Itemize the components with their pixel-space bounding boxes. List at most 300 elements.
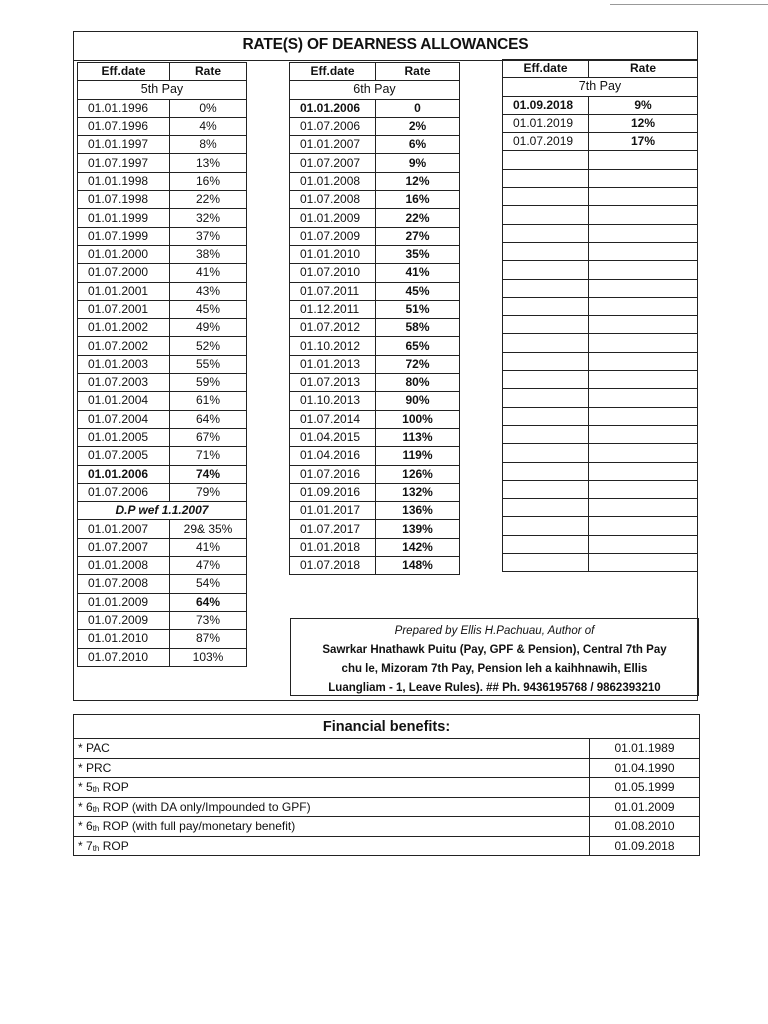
benefit-label	[74, 758, 590, 778]
rate-cell: 45%	[170, 300, 247, 318]
benefit-date: 01.05.1999	[590, 778, 700, 798]
rate-cell: 8%	[170, 136, 247, 154]
table-row	[290, 557, 460, 575]
header-eff-date: Eff.date	[290, 63, 376, 81]
rate-cell	[589, 462, 698, 480]
list-item	[74, 739, 700, 759]
rate-cell: 80%	[376, 374, 460, 392]
eff-date-cell	[503, 261, 589, 279]
benefit-label	[74, 817, 590, 837]
rate-cell: 148%	[376, 557, 460, 575]
table-6th-pay	[289, 62, 460, 575]
table-row	[78, 245, 247, 263]
dp-label: D.P wef 1.1.2007	[78, 502, 247, 520]
table-row	[290, 136, 460, 154]
rate-cell: 6%	[376, 136, 460, 154]
table-row	[78, 337, 247, 355]
table-row	[290, 483, 460, 501]
table-row	[290, 319, 460, 337]
rate-cell: 16%	[376, 191, 460, 209]
table-row	[78, 154, 247, 172]
eff-date-cell	[503, 169, 589, 187]
rate-cell: 139%	[376, 520, 460, 538]
table-row	[78, 264, 247, 282]
empty-row	[503, 407, 698, 425]
rate-cell	[589, 480, 698, 498]
prepared-by-line: Prepared by Ellis H.Pachuau, Author of	[394, 625, 595, 637]
empty-row	[503, 517, 698, 535]
table-row	[290, 209, 460, 227]
eff-date-cell: 01.07.2007	[290, 154, 376, 172]
rate-cell: 51%	[376, 300, 460, 318]
table-row	[290, 538, 460, 556]
table-row	[290, 99, 460, 117]
eff-date-cell: 01.01.2010	[290, 245, 376, 263]
eff-date-cell: 01.01.2006	[78, 465, 170, 483]
prepared-by-box	[290, 618, 699, 696]
rate-cell: 13%	[170, 154, 247, 172]
table-row	[78, 648, 247, 666]
benefit-prefix: * 5	[78, 780, 93, 795]
rate-cell: 0%	[170, 99, 247, 117]
section-label-7th-pay: 7th Pay	[503, 78, 698, 96]
eff-date-cell	[503, 425, 589, 443]
eff-date-cell	[503, 316, 589, 334]
top-rule	[610, 4, 768, 5]
eff-date-cell: 01.07.2000	[78, 264, 170, 282]
table-row	[290, 355, 460, 373]
list-item	[74, 778, 700, 798]
rate-cell: 35%	[376, 245, 460, 263]
rate-cell	[589, 535, 698, 553]
table-row	[78, 117, 247, 135]
table-row	[290, 520, 460, 538]
empty-row	[503, 279, 698, 297]
table-row	[290, 300, 460, 318]
eff-date-cell: 01.01.2002	[78, 319, 170, 337]
rate-cell: 73%	[170, 611, 247, 629]
eff-date-cell: 01.01.2009	[78, 593, 170, 611]
financial-benefits-table	[73, 714, 700, 856]
empty-row	[503, 480, 698, 498]
eff-date-cell: 01.07.2014	[290, 410, 376, 428]
eff-date-cell: 01.07.2009	[290, 227, 376, 245]
rate-cell	[589, 554, 698, 572]
eff-date-cell: 01.07.2001	[78, 300, 170, 318]
eff-date-cell: 01.07.2002	[78, 337, 170, 355]
table-row	[78, 191, 247, 209]
table-row	[290, 264, 460, 282]
table-row	[503, 133, 698, 151]
rate-cell	[589, 371, 698, 389]
header-eff-date: Eff.date	[78, 63, 170, 81]
table-row	[290, 282, 460, 300]
eff-date-cell: 01.12.2011	[290, 300, 376, 318]
rate-cell: 79%	[170, 483, 247, 501]
eff-date-cell: 01.07.2006	[290, 117, 376, 135]
table-row	[290, 154, 460, 172]
rate-cell: 71%	[170, 447, 247, 465]
table-row	[78, 557, 247, 575]
rate-cell: 47%	[170, 557, 247, 575]
rate-cell: 72%	[376, 355, 460, 373]
rate-cell: 126%	[376, 465, 460, 483]
eff-date-cell	[503, 462, 589, 480]
eff-date-cell: 01.07.2004	[78, 410, 170, 428]
table-row	[78, 300, 247, 318]
eff-date-cell	[503, 151, 589, 169]
rate-cell: 38%	[170, 245, 247, 263]
table-row	[290, 465, 460, 483]
eff-date-cell: 01.07.2010	[290, 264, 376, 282]
eff-date-cell: 01.07.2008	[290, 191, 376, 209]
eff-date-cell: 01.07.2019	[503, 133, 589, 151]
rate-cell	[589, 517, 698, 535]
table-row	[290, 410, 460, 428]
table-row	[290, 502, 460, 520]
eff-date-cell: 01.01.1999	[78, 209, 170, 227]
table-row	[78, 227, 247, 245]
header-eff-date: Eff.date	[503, 60, 589, 78]
author-works-line-2: chu le, Mizoram 7th Pay, Pension leh a kaihhnawih, Ellis	[341, 663, 648, 675]
rate-cell: 2%	[376, 117, 460, 135]
table-row	[78, 282, 247, 300]
rate-cell: 17%	[589, 133, 698, 151]
eff-date-cell: 01.01.2007	[290, 136, 376, 154]
table-row	[78, 374, 247, 392]
eff-date-cell: 01.01.2007	[78, 520, 170, 538]
rate-cell: 61%	[170, 392, 247, 410]
list-item	[74, 797, 700, 817]
benefit-ordinal: th	[92, 804, 100, 814]
table-5th-pay	[77, 62, 247, 667]
benefit-ordinal: th	[92, 843, 100, 853]
rate-cell	[589, 334, 698, 352]
rate-cell: 136%	[376, 502, 460, 520]
eff-date-cell	[503, 297, 589, 315]
rate-cell: 119%	[376, 447, 460, 465]
eff-date-cell	[503, 499, 589, 517]
section-label-5th-pay: 5th Pay	[78, 81, 247, 99]
rate-cell: 37%	[170, 227, 247, 245]
rate-cell	[589, 297, 698, 315]
benefit-date: 01.08.2010	[590, 817, 700, 837]
rate-cell: 90%	[376, 392, 460, 410]
eff-date-cell: 01.07.1997	[78, 154, 170, 172]
eff-date-cell: 01.10.2012	[290, 337, 376, 355]
rate-cell	[589, 151, 698, 169]
table-row	[78, 575, 247, 593]
empty-row	[503, 224, 698, 242]
eff-date-cell: 01.01.2000	[78, 245, 170, 263]
table-row	[290, 245, 460, 263]
empty-row	[503, 334, 698, 352]
eff-date-cell	[503, 407, 589, 425]
table-row	[290, 392, 460, 410]
rate-cell: 65%	[376, 337, 460, 355]
rate-cell: 100%	[376, 410, 460, 428]
eff-date-cell: 01.10.2013	[290, 392, 376, 410]
rate-cell: 4%	[170, 117, 247, 135]
empty-row	[503, 151, 698, 169]
eff-date-cell	[503, 206, 589, 224]
rate-cell	[589, 352, 698, 370]
rate-cell: 67%	[170, 428, 247, 446]
rate-cell: 12%	[376, 172, 460, 190]
benefit-date: 01.01.1989	[590, 739, 700, 759]
eff-date-cell	[503, 334, 589, 352]
eff-date-cell: 01.07.2007	[78, 538, 170, 556]
rate-cell	[589, 389, 698, 407]
table-row	[78, 319, 247, 337]
eff-date-cell: 01.07.2005	[78, 447, 170, 465]
eff-date-cell: 01.01.2005	[78, 428, 170, 446]
header-rate: Rate	[170, 63, 247, 81]
benefit-date: 01.09.2018	[590, 836, 700, 856]
eff-date-cell: 01.01.2004	[78, 392, 170, 410]
empty-row	[503, 242, 698, 260]
empty-row	[503, 554, 698, 572]
eff-date-cell: 01.09.2016	[290, 483, 376, 501]
eff-date-cell: 01.07.2011	[290, 282, 376, 300]
eff-date-cell	[503, 444, 589, 462]
rate-cell	[589, 279, 698, 297]
benefit-ordinal: th	[92, 824, 100, 834]
table-row	[503, 114, 698, 132]
rate-cell	[589, 169, 698, 187]
table-row	[78, 465, 247, 483]
eff-date-cell: 01.07.2008	[78, 575, 170, 593]
eff-date-cell: 01.09.2018	[503, 96, 589, 114]
rate-cell: 52%	[170, 337, 247, 355]
eff-date-cell	[503, 224, 589, 242]
list-item	[74, 758, 700, 778]
eff-date-cell: 01.07.2017	[290, 520, 376, 538]
empty-row	[503, 261, 698, 279]
rate-cell: 43%	[170, 282, 247, 300]
table-row	[78, 428, 247, 446]
page-title: RATE(S) OF DEARNESS ALLOWANCES	[242, 36, 529, 53]
benefit-prefix: * PAC	[78, 741, 110, 756]
eff-date-cell: 01.01.2019	[503, 114, 589, 132]
table-row	[290, 428, 460, 446]
eff-date-cell: 01.01.2018	[290, 538, 376, 556]
table-row	[78, 136, 247, 154]
rate-cell: 0	[376, 99, 460, 117]
list-item	[74, 836, 700, 856]
table-7th-pay	[502, 59, 698, 572]
eff-date-cell	[503, 389, 589, 407]
table-row	[78, 172, 247, 190]
table-row	[78, 630, 247, 648]
rate-cell: 87%	[170, 630, 247, 648]
eff-date-cell: 01.01.2006	[290, 99, 376, 117]
rate-cell: 64%	[170, 410, 247, 428]
dp-row	[78, 502, 247, 520]
eff-date-cell: 01.01.1996	[78, 99, 170, 117]
eff-date-cell: 01.01.2013	[290, 355, 376, 373]
table-row	[78, 99, 247, 117]
table-row	[78, 410, 247, 428]
author-works-line-1: Sawrkar Hnathawk Puitu (Pay, GPF & Pension), Central 7th Pay	[322, 644, 667, 656]
rate-cell: 41%	[170, 538, 247, 556]
benefit-date: 01.04.1990	[590, 758, 700, 778]
eff-date-cell	[503, 480, 589, 498]
rate-cell: 41%	[376, 264, 460, 282]
rate-cell: 22%	[376, 209, 460, 227]
empty-row	[503, 371, 698, 389]
eff-date-cell: 01.07.2012	[290, 319, 376, 337]
table-row	[78, 355, 247, 373]
financial-benefits-title: Financial benefits:	[74, 715, 700, 739]
rate-cell	[589, 425, 698, 443]
table-row	[290, 227, 460, 245]
eff-date-cell: 01.07.1998	[78, 191, 170, 209]
benefit-prefix: * 6	[78, 819, 93, 834]
empty-row	[503, 389, 698, 407]
benefit-ordinal: th	[92, 785, 100, 795]
benefit-date: 01.01.2009	[590, 797, 700, 817]
eff-date-cell	[503, 371, 589, 389]
eff-date-cell: 01.07.2010	[78, 648, 170, 666]
rate-cell: 49%	[170, 319, 247, 337]
eff-date-cell: 01.01.1998	[78, 172, 170, 190]
rate-cell: 54%	[170, 575, 247, 593]
benefit-label	[74, 778, 590, 798]
empty-row	[503, 444, 698, 462]
empty-row	[503, 297, 698, 315]
eff-date-cell: 01.01.2009	[290, 209, 376, 227]
benefit-prefix: * 6	[78, 799, 93, 814]
table-row	[78, 593, 247, 611]
rate-cell: 55%	[170, 355, 247, 373]
table-row	[78, 392, 247, 410]
table-row	[290, 117, 460, 135]
empty-row	[503, 535, 698, 553]
eff-date-cell	[503, 242, 589, 260]
rate-cell	[589, 316, 698, 334]
table-row	[78, 209, 247, 227]
eff-date-cell: 01.01.2008	[290, 172, 376, 190]
eff-date-cell: 01.04.2015	[290, 428, 376, 446]
empty-row	[503, 206, 698, 224]
benefit-text: ROP	[99, 780, 129, 795]
eff-date-cell: 01.04.2016	[290, 447, 376, 465]
eff-date-cell: 01.01.1997	[78, 136, 170, 154]
rate-cell: 64%	[170, 593, 247, 611]
rate-cell: 9%	[376, 154, 460, 172]
benefit-prefix: * 7	[78, 838, 93, 853]
empty-row	[503, 499, 698, 517]
eff-date-cell: 01.01.2001	[78, 282, 170, 300]
author-works-line-3: Luangliam - 1, Leave Rules). ## Ph. 9436195768 / 9862393210	[328, 682, 661, 694]
eff-date-cell: 01.01.2017	[290, 502, 376, 520]
section-label-6th-pay: 6th Pay	[290, 81, 460, 99]
benefit-text: ROP (with full pay/monetary benefit)	[99, 819, 296, 834]
rate-cell	[589, 407, 698, 425]
eff-date-cell	[503, 352, 589, 370]
eff-date-cell	[503, 188, 589, 206]
header-rate: Rate	[376, 63, 460, 81]
rate-cell: 29& 35%	[170, 520, 247, 538]
rate-cell: 74%	[170, 465, 247, 483]
rate-cell: 9%	[589, 96, 698, 114]
eff-date-cell	[503, 535, 589, 553]
eff-date-cell: 01.07.2006	[78, 483, 170, 501]
rate-cell	[589, 224, 698, 242]
rate-cell	[589, 444, 698, 462]
rate-cell: 59%	[170, 374, 247, 392]
empty-row	[503, 188, 698, 206]
rate-cell	[589, 206, 698, 224]
eff-date-cell	[503, 554, 589, 572]
eff-date-cell: 01.01.2010	[78, 630, 170, 648]
rate-cell: 32%	[170, 209, 247, 227]
empty-row	[503, 425, 698, 443]
table-row	[290, 447, 460, 465]
table-row	[290, 374, 460, 392]
table-row	[78, 520, 247, 538]
benefit-prefix: * PRC	[78, 760, 112, 775]
eff-date-cell: 01.07.2016	[290, 465, 376, 483]
eff-date-cell: 01.07.2009	[78, 611, 170, 629]
rate-cell: 132%	[376, 483, 460, 501]
header-rate: Rate	[589, 60, 698, 78]
eff-date-cell: 01.01.2003	[78, 355, 170, 373]
rate-cell: 58%	[376, 319, 460, 337]
rate-cell: 22%	[170, 191, 247, 209]
empty-row	[503, 462, 698, 480]
rate-cell: 103%	[170, 648, 247, 666]
eff-date-cell: 01.07.1999	[78, 227, 170, 245]
benefit-text: ROP (with DA only/Impounded to GPF)	[99, 799, 311, 814]
benefit-text: ROP	[99, 838, 129, 853]
rate-cell	[589, 261, 698, 279]
table-row	[78, 538, 247, 556]
benefit-label	[74, 739, 590, 759]
rate-cell: 113%	[376, 428, 460, 446]
empty-row	[503, 169, 698, 187]
list-item	[74, 817, 700, 837]
rate-cell	[589, 188, 698, 206]
eff-date-cell: 01.01.2008	[78, 557, 170, 575]
eff-date-cell	[503, 279, 589, 297]
eff-date-cell: 01.07.1996	[78, 117, 170, 135]
rate-cell: 142%	[376, 538, 460, 556]
rate-cell: 45%	[376, 282, 460, 300]
table-row	[290, 172, 460, 190]
rate-cell: 12%	[589, 114, 698, 132]
rate-cell: 27%	[376, 227, 460, 245]
table-row	[78, 447, 247, 465]
eff-date-cell	[503, 517, 589, 535]
empty-row	[503, 352, 698, 370]
rate-cell	[589, 242, 698, 260]
eff-date-cell: 01.07.2013	[290, 374, 376, 392]
rate-cell: 41%	[170, 264, 247, 282]
eff-date-cell: 01.07.2003	[78, 374, 170, 392]
table-row	[290, 191, 460, 209]
eff-date-cell: 01.07.2018	[290, 557, 376, 575]
table-row	[290, 337, 460, 355]
table-row	[503, 96, 698, 114]
benefit-label	[74, 797, 590, 817]
rate-cell: 16%	[170, 172, 247, 190]
rate-cell	[589, 499, 698, 517]
table-row	[78, 611, 247, 629]
benefit-label	[74, 836, 590, 856]
empty-row	[503, 316, 698, 334]
